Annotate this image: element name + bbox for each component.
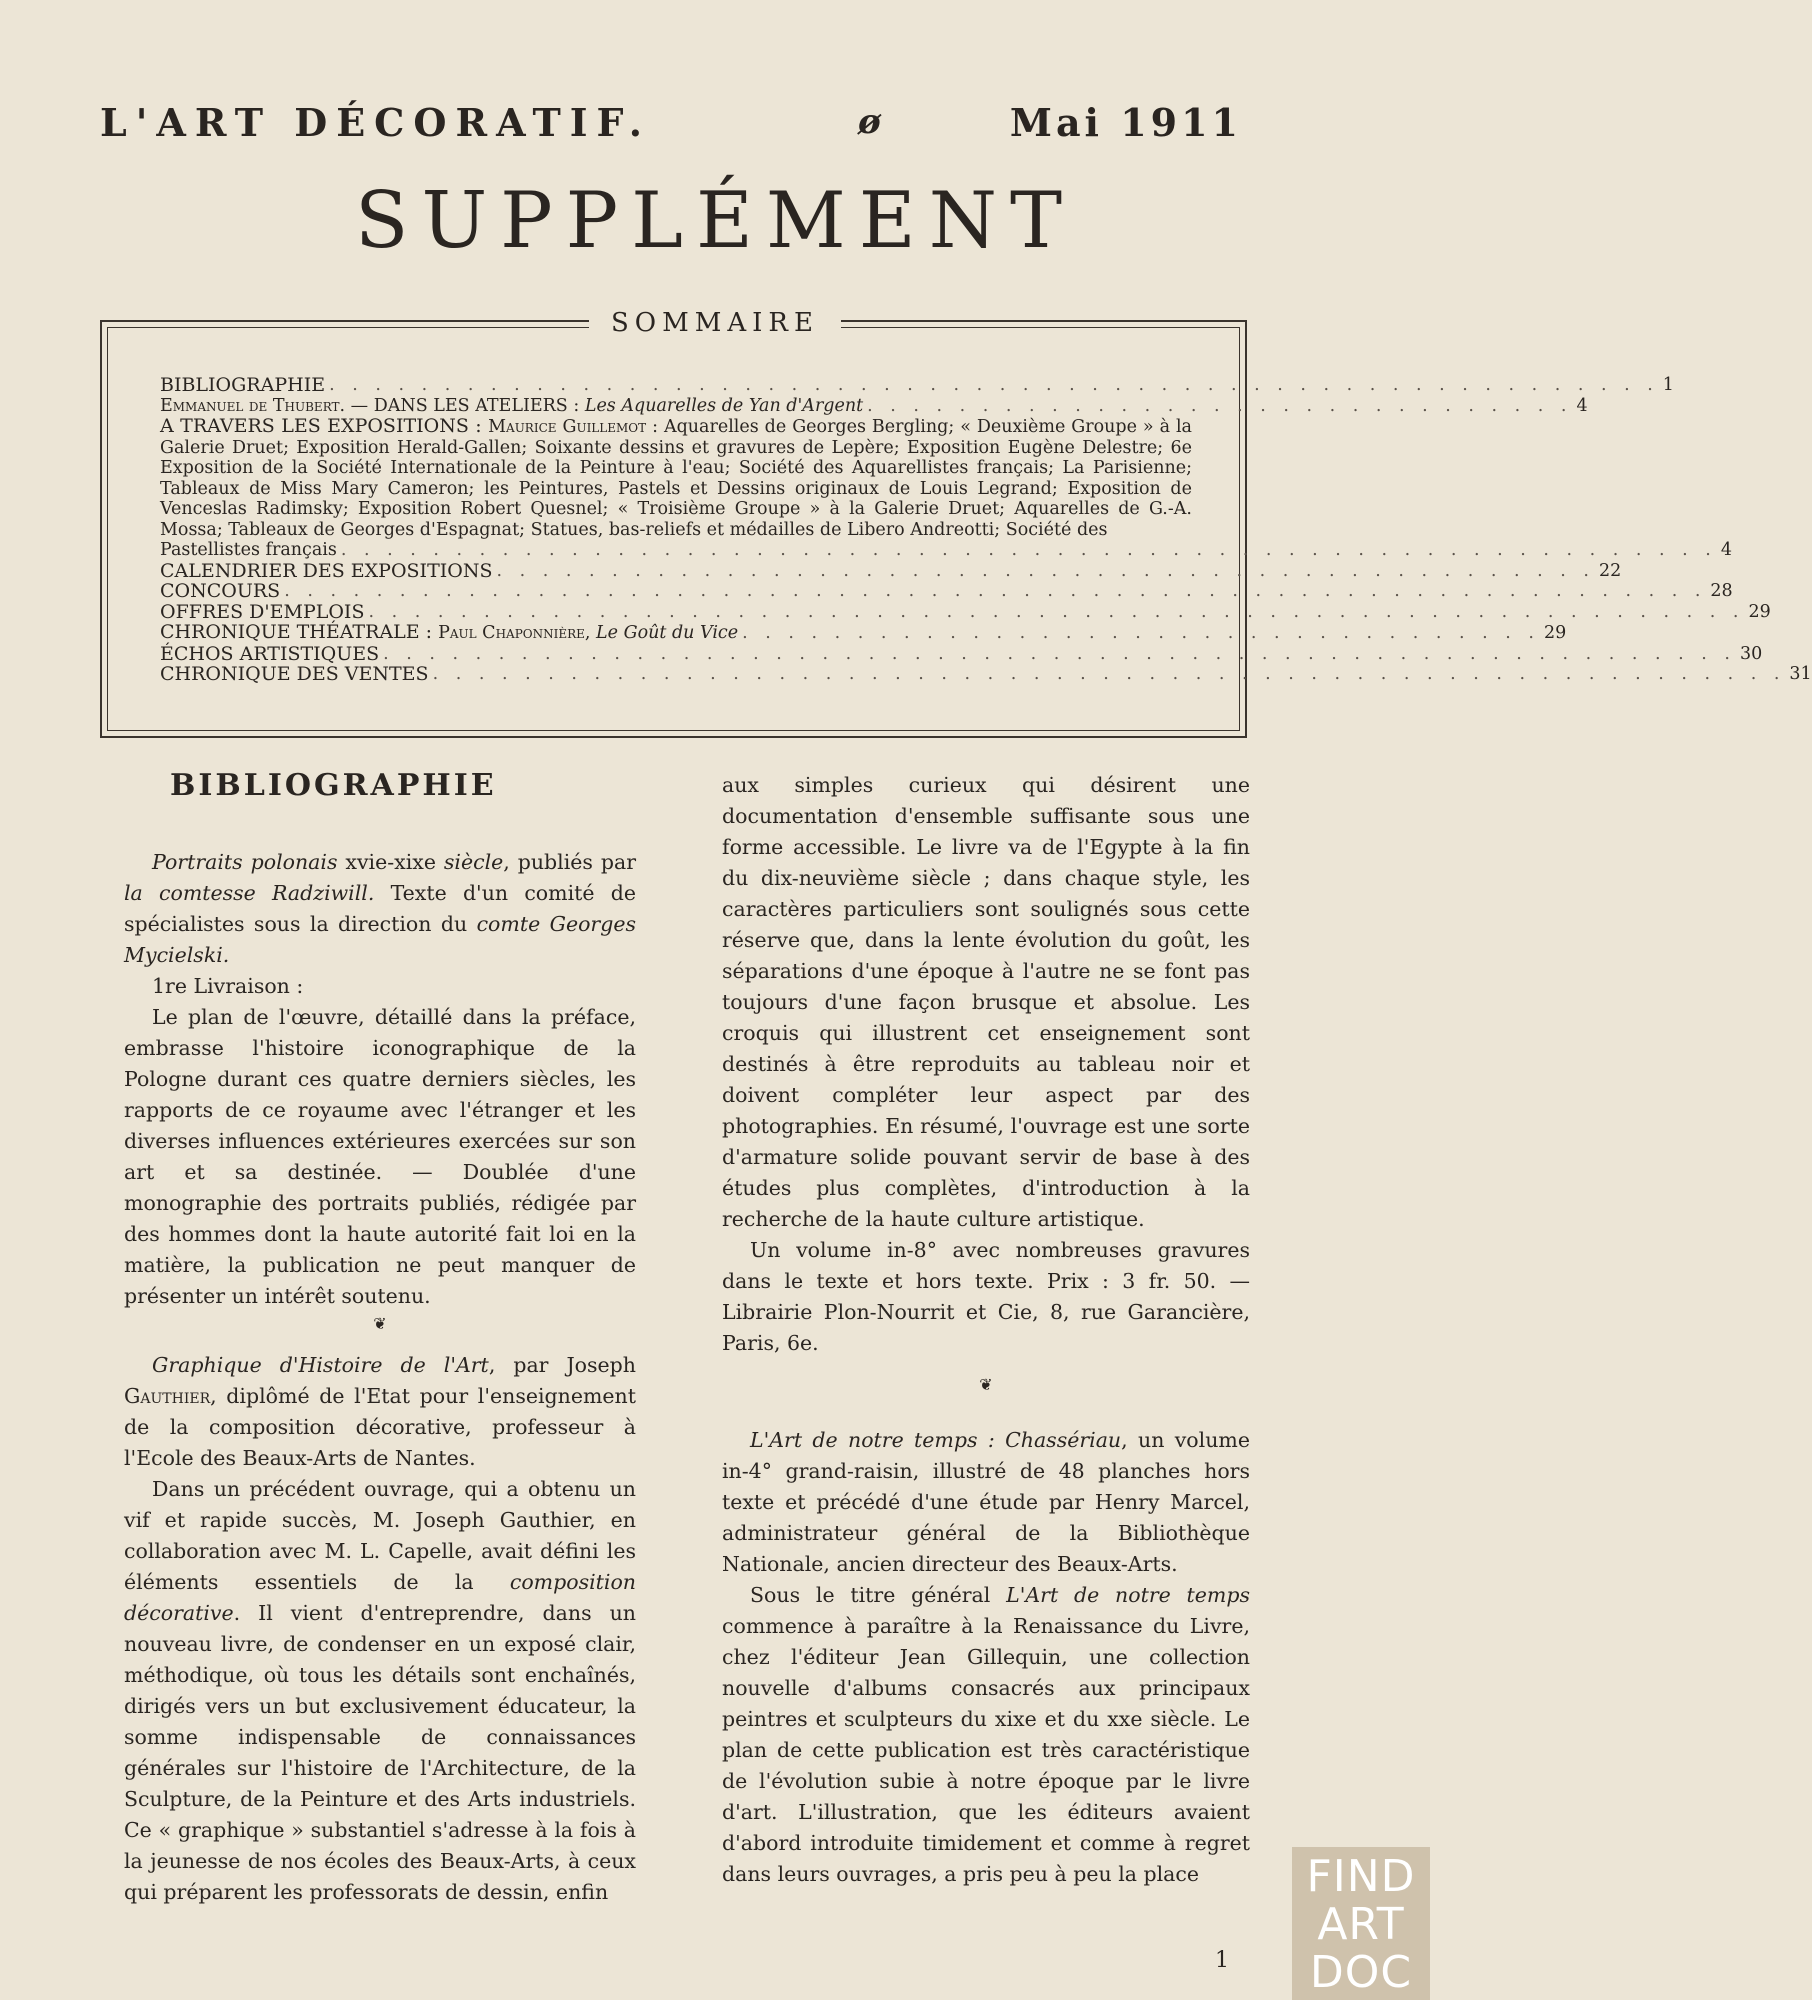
toc-entry: OFFRES D'EMPLOIS . . . . . . . . . . . . . . . . . . . . . . . . . . . . . . . . . . . . . . . . . . . . . . . . . . . . . . . . . . . . 29: [160, 600, 1771, 623]
paragraph: 1re Livraison :: [152, 974, 304, 998]
findartdoc-watermark: FIND ART DOC: [1292, 1847, 1430, 2000]
paragraph: Sous le titre général L'Art de notre temps commence à paraître à la Renaissance du Livre, chez l'éditeur Jean Gillequin, une collection nouvelle d'albums consacrés aux principaux peintres et sculpteurs du xixe et du xxe siècle. Le plan de cette publication est très caractéristique de l'évolution subie à notre époque par le livre d'art. L'illustration, que les éditeurs avaient d'abord introduite timidement et comme à regret dans leurs ouvrages, a pris peu à peu la place: [722, 1583, 1251, 1886]
paragraph: Le plan de l'œuvre, détaillé dans la préface, embrasse l'histoire iconographique de la Pologne durant ces quatre derniers siècles, les rapports de ce royaume avec l'étranger et les diverses influences extérieures exercées sur son art et sa destinée. — Doublée d'une monographie des portraits publiés, rédigée par des hommes dont la haute autorité fait loi en la matière, la publication ne peut manquer de présenter un intérêt soutenu.: [124, 1005, 636, 1308]
toc-entry: CONCOURS . . . . . . . . . . . . . . . . . . . . . . . . . . . . . . . . . . . . . . . . . . . . . . . . . . . . . . . . . . . . . . 28: [160, 580, 1733, 602]
paragraph: L'Art de notre temps : Chassériau, un volume in-4° grand-raisin, illustré de 48 planches hors texte et précédé d'une étude par Henry Marcel, administrateur général de la Bibliothèque Nationale, ancien directeur des Beaux-Arts.: [722, 1428, 1250, 1576]
toc-entry: ÉCHOS ARTISTIQUES . . . . . . . . . . . . . . . . . . . . . . . . . . . . . . . . . . . . . . . . . . . . . . . . . . . . . . . . . . . 30: [160, 642, 1763, 665]
paragraph: Graphique d'Histoire de l'Art, par Joseph Gauthier, diplômé de l'Etat pour l'enseignement de la composition décorative, professeur à l'Ecole des Beaux-Arts de Nantes.: [124, 1353, 637, 1470]
section-title: BIBLIOGRAPHIE: [170, 768, 497, 803]
toc-entry: Emmanuel de Thubert. — DANS LES ATELIERS : Les Aquarelles de Yan d'Argent . . . . . . . . . . . . . . . . . . . . . . . . . . . . . . . 4: [160, 395, 1588, 416]
paragraph: aux simples curieux qui désirent une documentation d'ensemble suffisante sous une forme accessible. Le livre va de l'Egypte à la fin du dix-neuvième siècle ; dans chaque style, les caractères particuliers sont soulignés sous cette réserve que, dans la lente évolution du goût, les séparations d'une époque à l'autre ne se font pas toujours d'une façon brusque et absolue. Les croquis qui illustrent cet enseignement sont destinés à être reproduits au tableau noir et doivent compléter leur aspect par des photographies. En résumé, l'ouvrage est une sorte d'armature solide pouvant servir de base à des études plus complètes, d'introduction à la recherche de la haute culture artistique.: [722, 773, 1250, 1231]
paragraph: Un volume in-8° avec nombreuses gravures dans le texte et hors texte. Prix : 3 fr. 50. — Librairie Plon-Nourrit et Cie, 8, rue Garancière, Paris, 6e.: [722, 1238, 1250, 1355]
paragraph: Portraits polonais xvie-xixe siècle, publiés par la comtesse Radziwill. Texte d'un comité de spécialistes sous la direction du comte Georges Mycielski.: [124, 850, 636, 967]
issue-date: Mai 1911: [1009, 100, 1242, 145]
toc-entry: BIBLIOGRAPHIE . . . . . . . . . . . . . . . . . . . . . . . . . . . . . . . . . . . . . . . . . . . . . . . . . . . . . . . . . . 1: [160, 374, 1674, 396]
paragraph: Dans un précédent ouvrage, qui a obtenu un vif et rapide succès, M. Joseph Gauthier, en collaboration avec M. L. Capelle, avait défini les éléments essentiels de la composition décorative. Il vient d'entreprendre, dans un nouveau livre, de condenser en un exposé clair, méthodique, où tous les détails sont enchaînés, dirigés vers un but exclusivement éducateur, la somme indispensable de connaissances générales sur l'histoire de l'Architecture, de la Sculpture, de la Peinture et des Arts industriels. Ce « graphique » substantiel s'adresse à la fois à la jeunesse de nos écoles des Beaux-Arts, à ceux qui préparent les professorats de dessin, enfin: [124, 1477, 636, 1904]
ornament-glyph: ø: [858, 102, 881, 142]
journal-title: L'ART DÉCORATIF.: [100, 100, 651, 145]
table-of-contents: [160, 374, 1812, 685]
masthead: [100, 100, 1250, 160]
flourish-ornament: ❦: [979, 1375, 993, 1394]
column-left: [124, 847, 636, 1908]
sommaire-heading: SOMMAIRE: [0, 308, 1430, 338]
toc-entry-expositions: A TRAVERS LES EXPOSITIONS : Maurice Guillemot : Aquarelles de Georges Bergling; « Deuxième Groupe » à la Galerie Druet; Exposition Herald-Gallen; Soixante dessins et gravures de Lepère; Exposition Eugène Delestre; 6e Exposition de la Société Internationale de la Peinture à l'eau; Société des Aquarellistes français; La Parisienne; Tableaux de Miss Mary Cameron; les Peintures, Pastels et Dessins originaux de Louis Legrand; Exposition de Venceslas Radimsky; Exposition Robert Quesnel; « Troisième Groupe » à la Galerie Druet; Aquarelles de G.-A. Mossa; Tableaux de Georges d'Espagnat; Statues, bas-reliefs et médailles de Libero Andreotti; Société des: [160, 415, 1192, 540]
toc-entry: CHRONIQUE DES VENTES . . . . . . . . . . . . . . . . . . . . . . . . . . . . . . . . . . . . . . . . . . . . . . . . . . . . . . . . . . . 31: [160, 663, 1812, 685]
column-right: [722, 770, 1250, 1890]
page-number: 1: [1215, 1948, 1229, 1973]
toc-entry: CALENDRIER DES EXPOSITIONS . . . . . . . . . . . . . . . . . . . . . . . . . . . . . . . . . . . . . . . . . . . . . . . . 22: [160, 559, 1622, 582]
toc-entry: CHRONIQUE THÉATRALE : Paul Chaponnière, Le Goût du Vice . . . . . . . . . . . . . . . . . . . . . . . . . . . . . . . . . . . 29: [160, 621, 1567, 643]
flourish-ornament: ❦: [373, 1314, 387, 1333]
supplement-title: SUPPLÉMENT: [355, 176, 1075, 266]
toc-entry: Pastellistes français . . . . . . . . . . . . . . . . . . . . . . . . . . . . . . . . . . . . . . . . . . . . . . . . . . . . . . . . . . . . 4: [160, 540, 1732, 560]
